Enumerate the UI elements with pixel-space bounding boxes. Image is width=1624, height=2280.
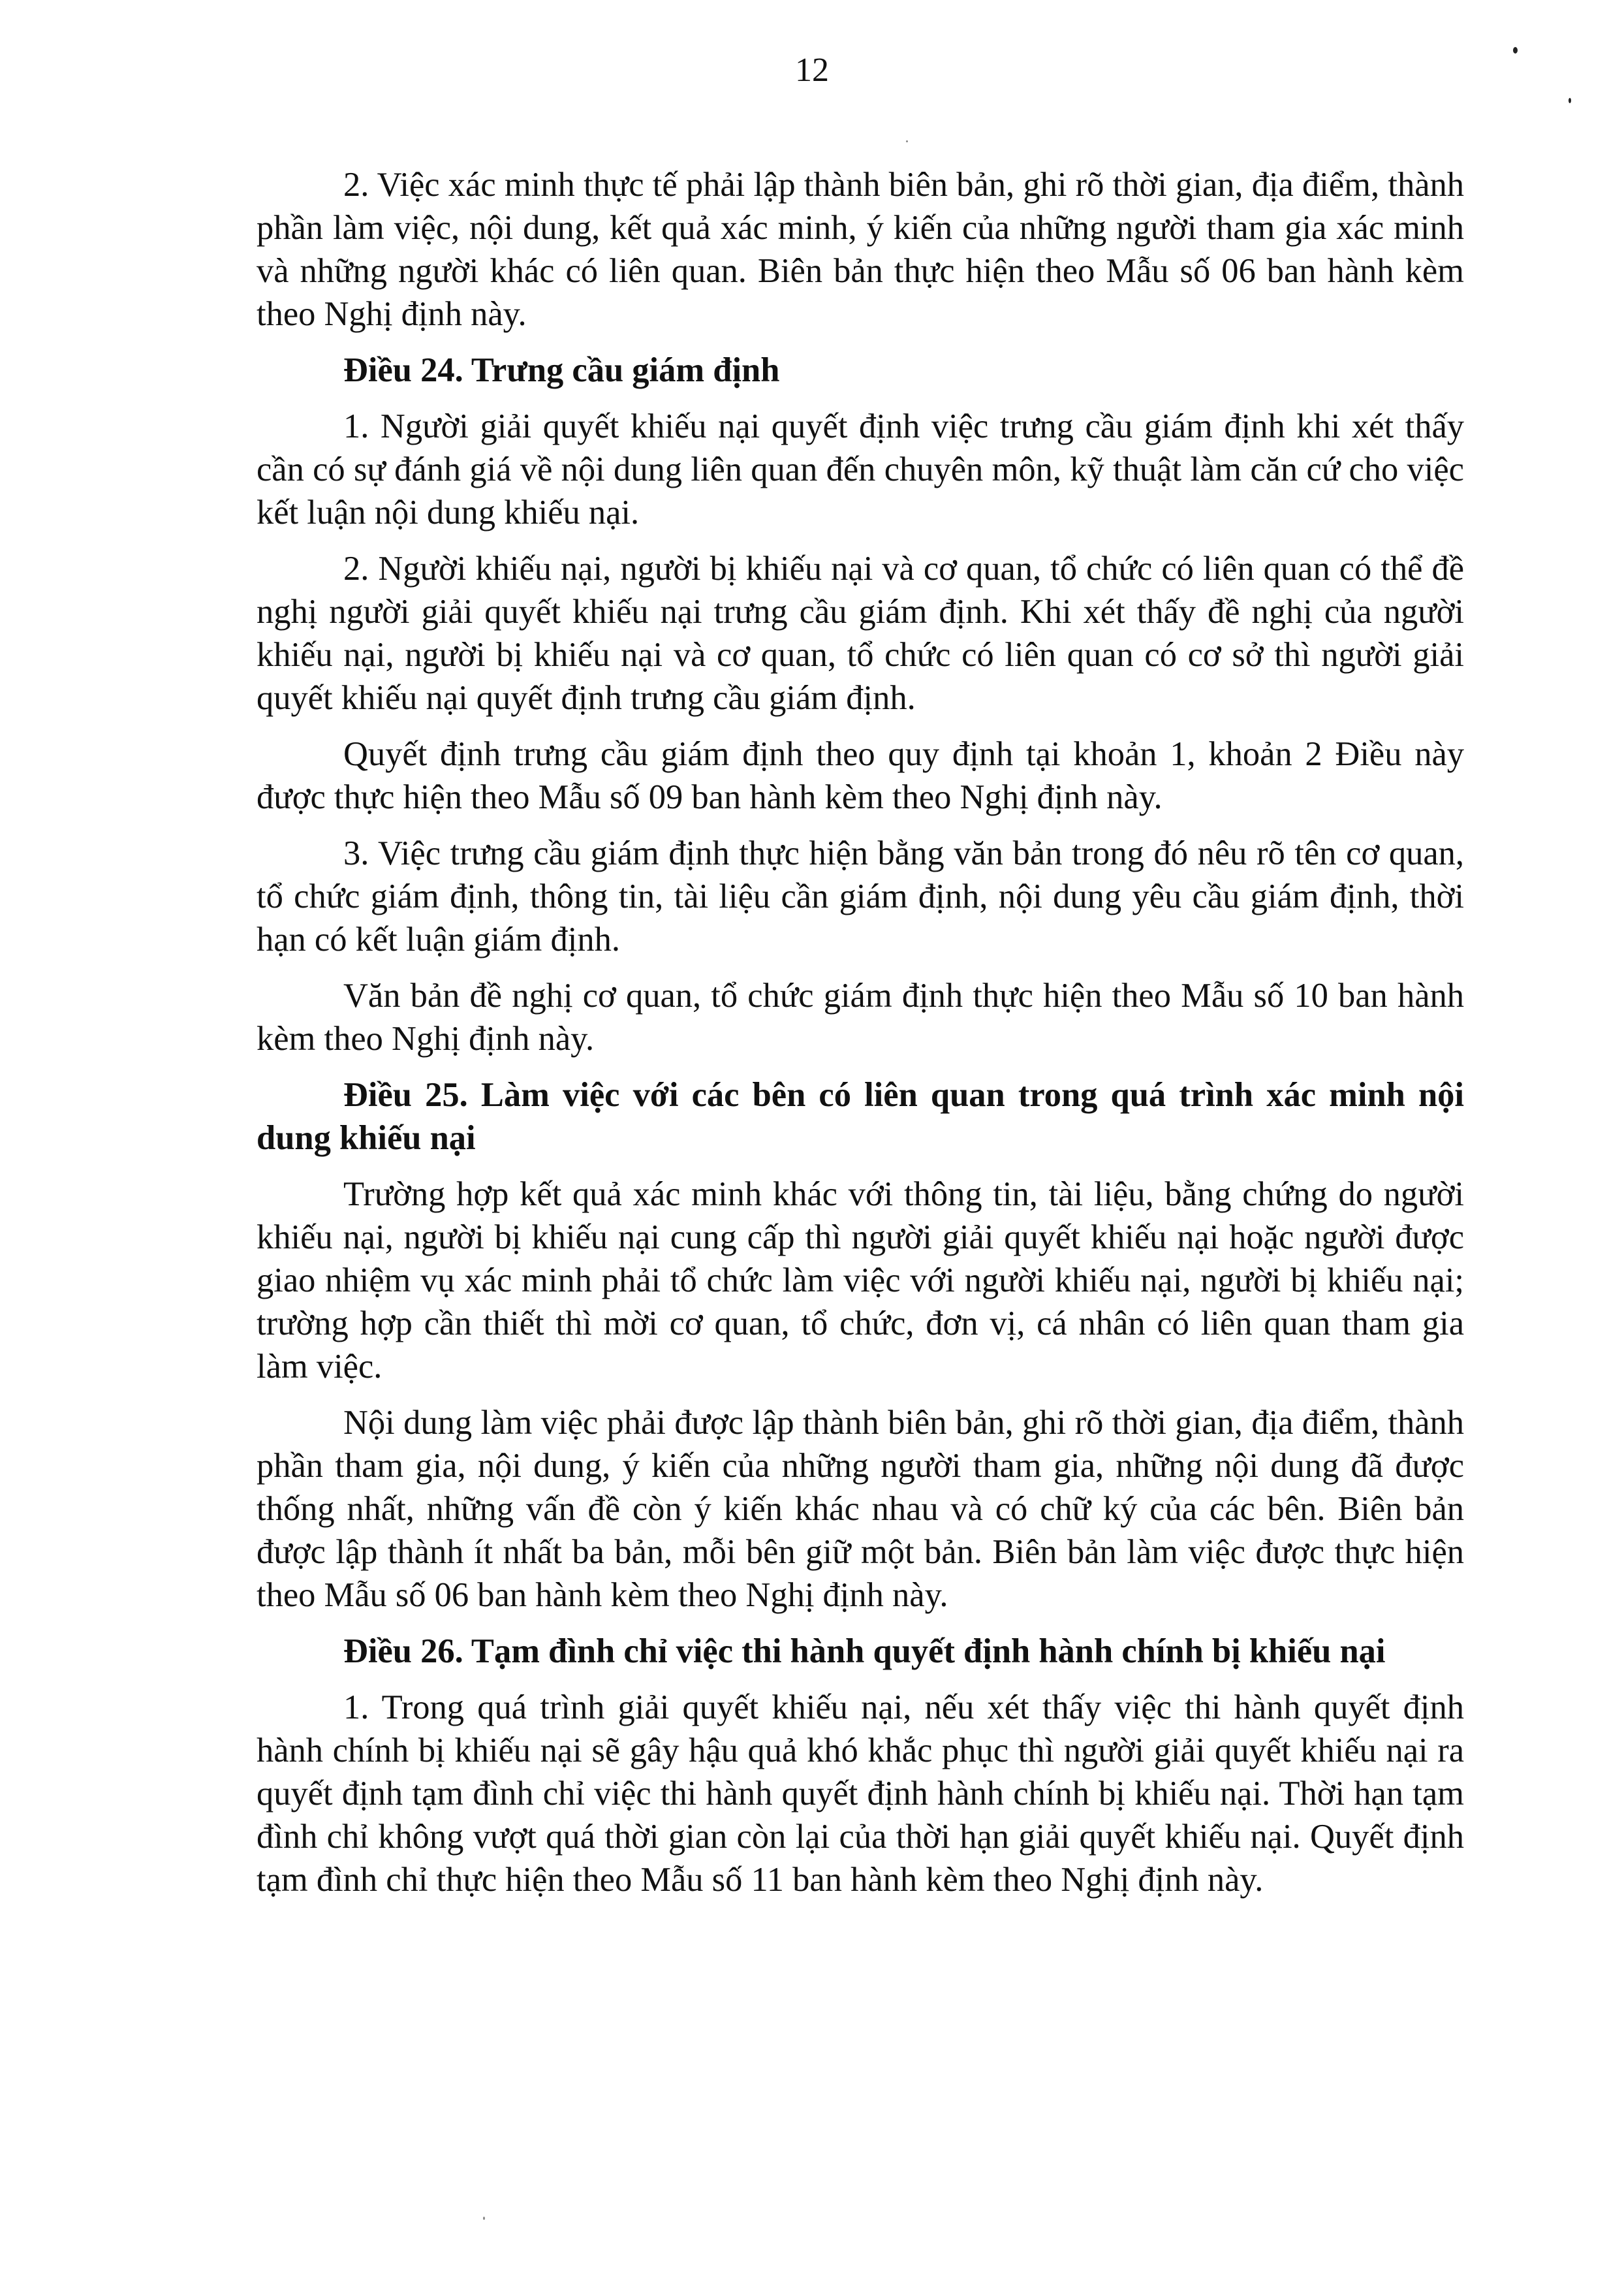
paragraph-25-case: Trường hợp kết quả xác minh khác với thông tin, tài liệu, bằng chứng do người khiếu nại, người bị khiếu nại cung cấp thì người giải quyết khiếu nại hoặc người được giao nhiệm vụ xác minh phải tổ chức làm việc với người khiếu nại, người bị khiếu nại; trường hợp cần thiết thì mời cơ quan, tổ chức, đơn vị, cá nhân có liên quan tham gia làm việc. [257,1175,1464,1385]
article-25-heading: Điều 25. Làm việc với các bên có liên quan trong quá trình xác minh nội dung khiếu nại [257,1076,1464,1157]
scan-speck [1513,47,1518,54]
paragraph-26-1: 1. Trong quá trình giải quyết khiếu nại, nếu xét thấy việc thi hành quyết định hành chính bị khiếu nại sẽ gây hậu quả khó khắc phục thì người giải quyết khiếu nại ra quyết định tạm đình chỉ việc thi hành quyết định hành chính bị khiếu nại. Thời hạn tạm đình chỉ không vượt quá thời gian còn lại của thời hạn giải quyết khiếu nại. Quyết định tạm đình chỉ thực hiện theo Mẫu số 11 ban hành kèm theo Nghị định này. [257,1688,1464,1899]
paragraph-25-record: Nội dung làm việc phải được lập thành biên bản, ghi rõ thời gian, địa điểm, thành phần tham gia, nội dung, ý kiến của những người tham gia, những nội dung đã được thống nhất, những vấn đề còn ý kiến khác nhau và có chữ ký của các bên. Biên bản được lập thành ít nhất ba bản, mỗi bên giữ một bản. Biên bản làm việc được thực hiện theo Mẫu số 06 ban hành kèm theo Nghị định này. [257,1404,1464,1614]
paragraph-24-2: 2. Người khiếu nại, người bị khiếu nại và cơ quan, tổ chức có liên quan có thể đề nghị người giải quyết khiếu nại trưng cầu giám định. Khi xét thấy đề nghị của người khiếu nại, người bị khiếu nại và cơ quan, tổ chức có liên quan có cơ sở thì người giải quyết khiếu nại quyết định trưng cầu giám định. [257,550,1464,717]
document-body [257,163,1464,1914]
paragraph-24-2-decision: Quyết định trưng cầu giám định theo quy định tại khoản 1, khoản 2 Điều này được thực hiện theo Mẫu số 09 ban hành kèm theo Nghị định này. [257,735,1464,816]
article-26-heading: Điều 26. Tạm đình chỉ việc thi hành quyết định hành chính bị khiếu nại [343,1632,1386,1670]
paragraph-verification-record: 2. Việc xác minh thực tế phải lập thành biên bản, ghi rõ thời gian, địa điểm, thành phần làm việc, nội dung, kết quả xác minh, ý kiến của những người tham gia xác minh và những người khác có liên quan. Biên bản thực hiện theo Mẫu số 06 ban hành kèm theo Nghị định này. [257,166,1464,333]
scan-speck [906,140,908,142]
paragraph-24-3: 3. Việc trưng cầu giám định thực hiện bằng văn bản trong đó nêu rõ tên cơ quan, tổ chức giám định, thông tin, tài liệu cần giám định, nội dung yêu cầu giám định, thời hạn có kết luận giám định. [257,834,1464,958]
paragraph-24-1: 1. Người giải quyết khiếu nại quyết định việc trưng cầu giám định khi xét thấy cần có sự đánh giá về nội dung liên quan đến chuyên môn, kỹ thuật làm căn cứ cho việc kết luận nội dung khiếu nại. [257,407,1464,531]
page-number: 12 [795,52,829,89]
article-24-heading: Điều 24. Trưng cầu giám định [343,351,780,389]
paragraph-24-3-request: Văn bản đề nghị cơ quan, tổ chức giám định thực hiện theo Mẫu số 10 ban hành kèm theo Nghị định này. [257,977,1464,1058]
scan-speck [483,2217,485,2220]
scan-speck [1569,98,1571,103]
